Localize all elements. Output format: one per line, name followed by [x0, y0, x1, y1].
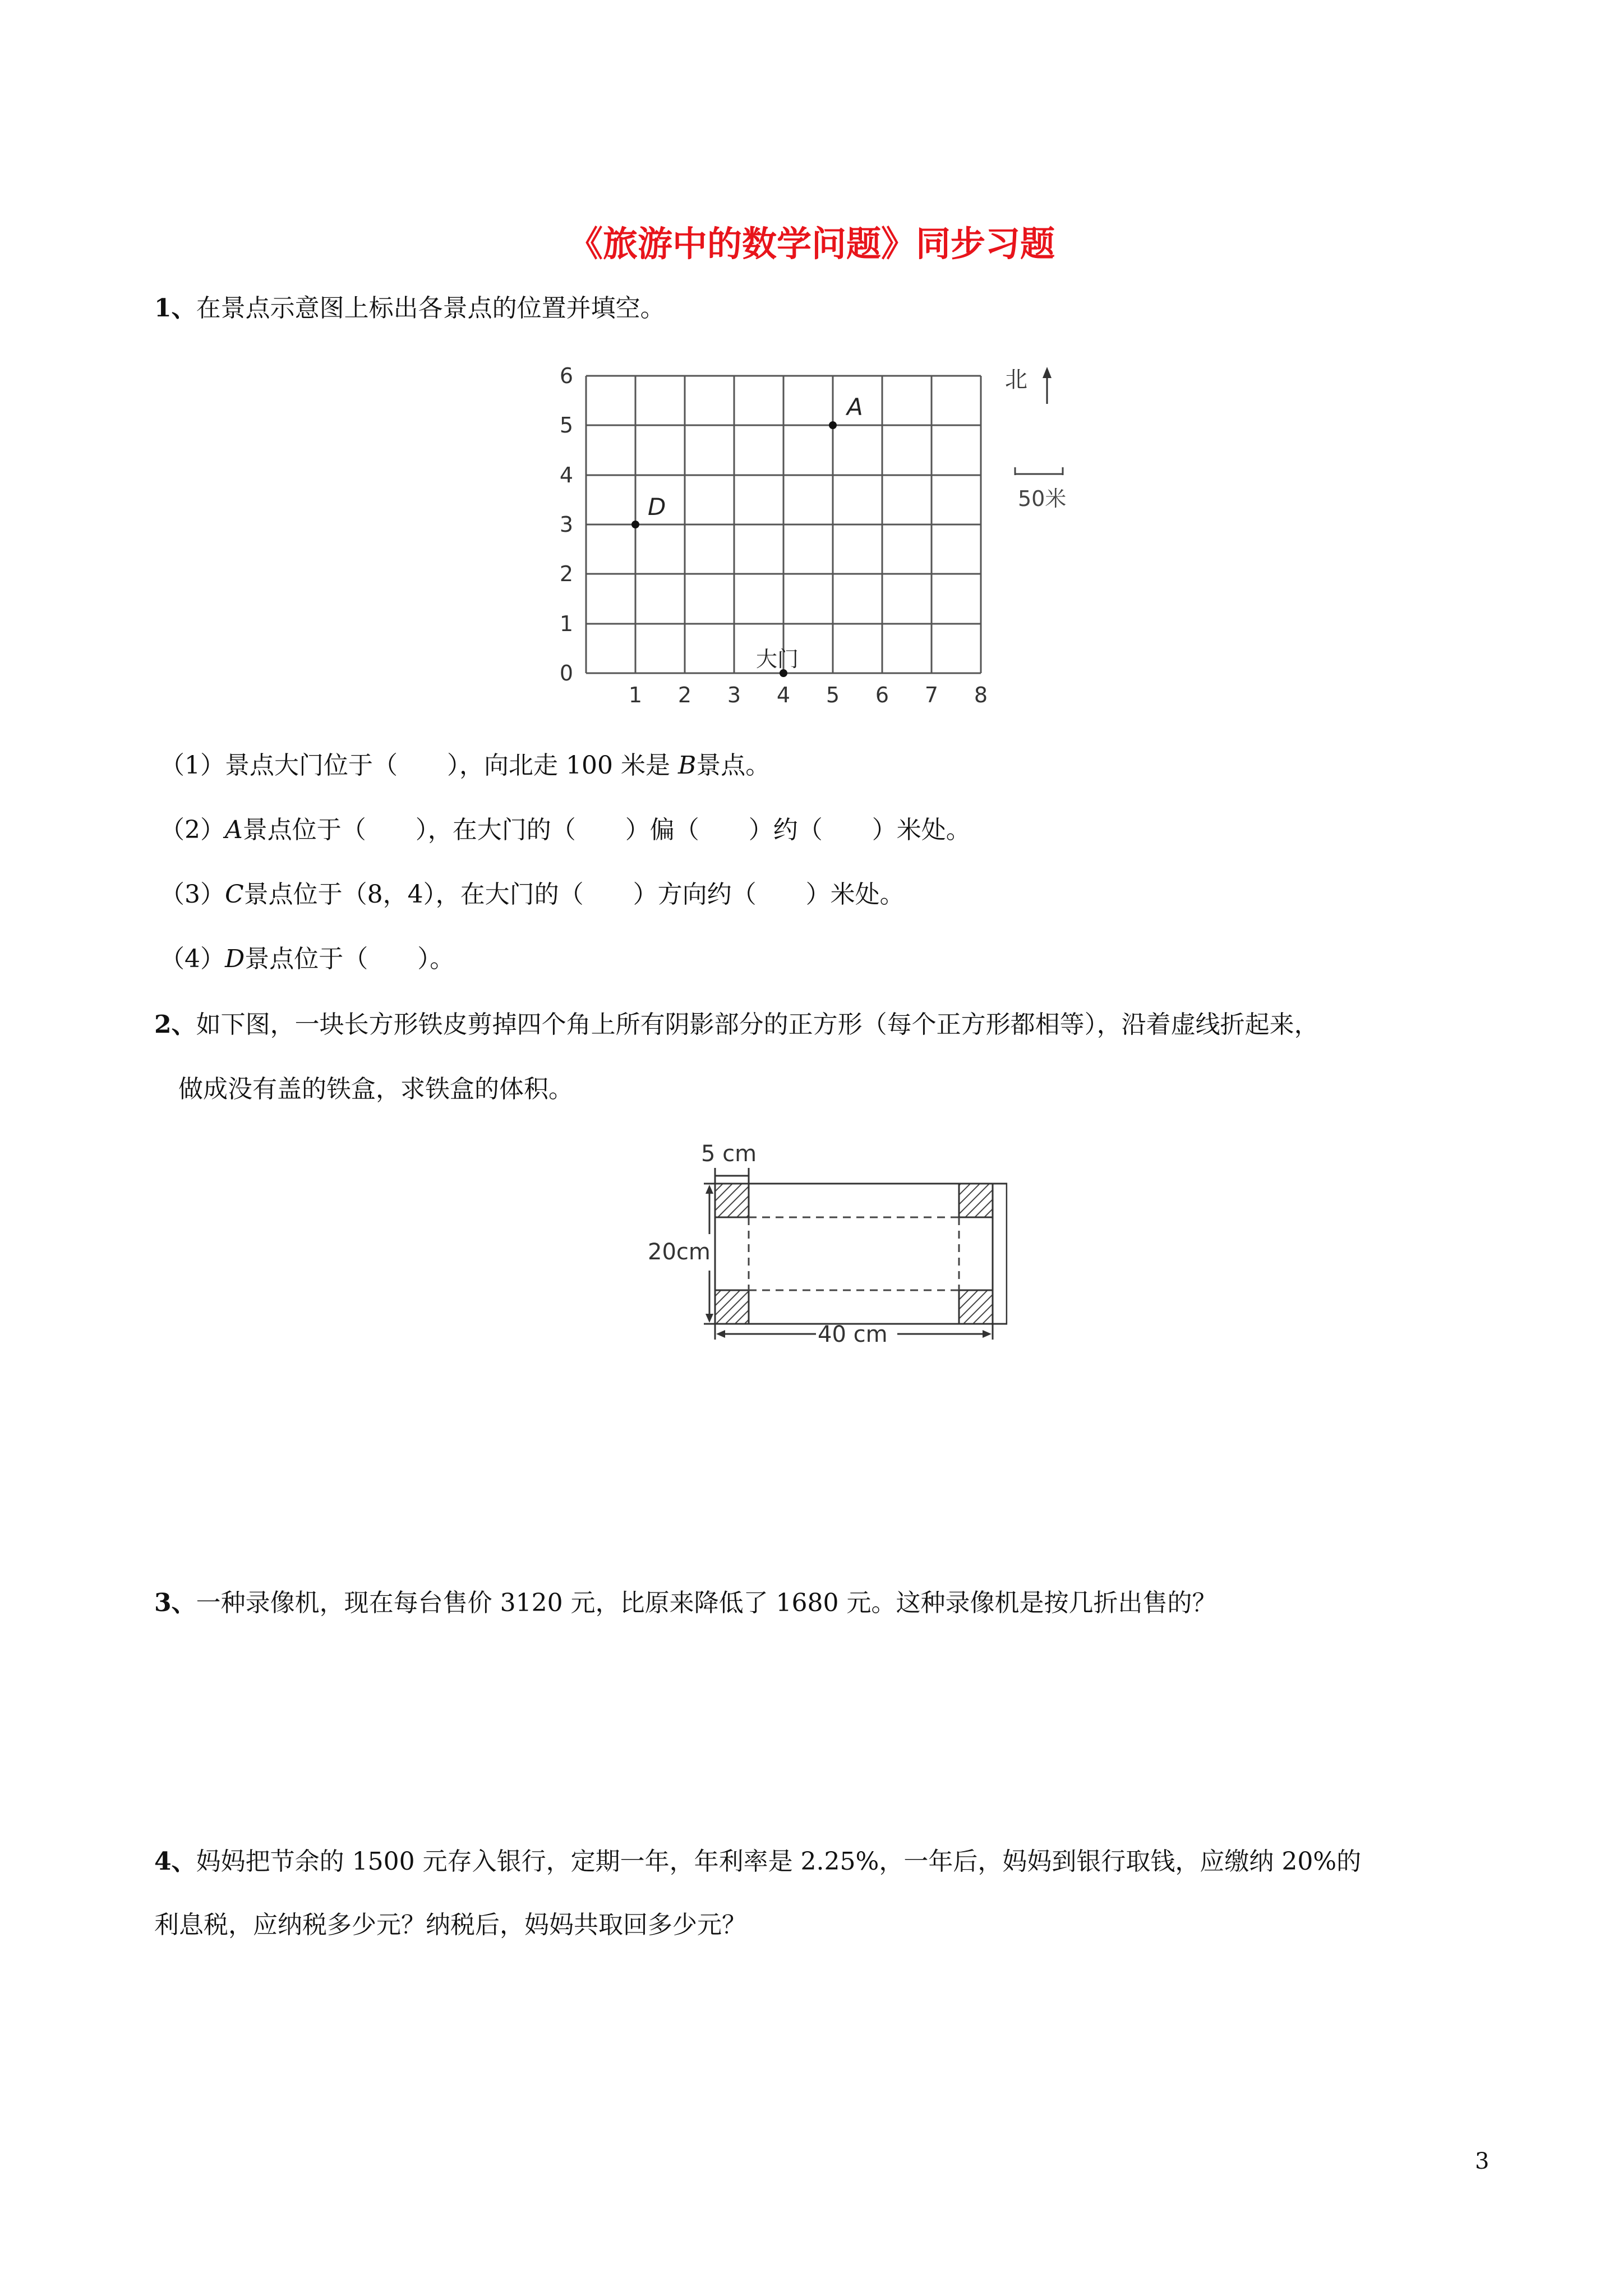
iron-sheet-figure: [639, 1133, 1032, 1380]
q1-sub4: [160, 942, 454, 976]
question-2: [154, 1008, 1319, 1042]
north-label: 北: [1005, 367, 1027, 393]
question-3-number: 3、: [154, 1589, 196, 1617]
y-tick: 1: [559, 611, 574, 636]
corner-square-bottom-right: [959, 1290, 993, 1324]
scenic-spot-map: [522, 359, 1094, 724]
q1-sub3-suffix: 景点位于（8，4），在大门的（ ）方向约（ ）米处。: [243, 880, 905, 909]
question-4-line1: 妈妈把节余的 1500 元存入银行，定期一年，年利率是 2.25%，一年后，妈妈到银行取钱，应缴纳 20%的: [196, 1847, 1362, 1876]
x-tick: 1: [628, 683, 643, 707]
q1-sub1-var: B: [677, 751, 697, 780]
corner-size-label: 5 cm: [701, 1141, 757, 1167]
point-a-label: A: [847, 393, 863, 421]
q1-sub4-var: D: [225, 945, 245, 973]
question-4: [154, 1845, 1361, 1879]
corner-square-bottom-left: [715, 1290, 749, 1324]
question-2-line1: 如下图，一块长方形铁皮剪掉四个角上所有阴影部分的正方形（每个正方形都相等），沿着虚线折起来，: [196, 1010, 1319, 1039]
scale-label: 50米: [1018, 486, 1067, 511]
x-tick: 2: [677, 683, 692, 707]
question-4-line2: 利息税，应纳税多少元？纳税后，妈妈共取回多少元？: [154, 1911, 746, 1939]
question-1-number: 1、: [154, 294, 196, 323]
q1-sub2: [160, 813, 971, 847]
question-2-number: 2、: [154, 1010, 196, 1039]
q1-sub3-prefix: （3）: [160, 880, 225, 909]
y-tick: 0: [559, 661, 574, 685]
y-tick: 6: [559, 364, 574, 388]
y-tick: 3: [559, 512, 574, 537]
page-number: 3: [1475, 2148, 1490, 2174]
x-tick: 3: [727, 683, 741, 707]
width-label: 40 cm: [818, 1322, 888, 1347]
corner-square-top-right: [959, 1184, 993, 1217]
question-2-line2: 做成没有盖的铁盒，求铁盒的体积。: [178, 1075, 573, 1103]
question-1-text: 在景点示意图上标出各景点的位置并填空。: [196, 294, 665, 323]
q1-sub1: [160, 749, 770, 783]
x-tick: 6: [875, 683, 889, 707]
height-label: 20cm: [648, 1239, 711, 1265]
y-tick: 4: [559, 463, 574, 487]
point-d-label: D: [648, 493, 666, 521]
q1-sub3-var: C: [225, 880, 244, 909]
gate-label: 大门: [756, 647, 799, 671]
y-tick: 2: [559, 562, 574, 586]
x-tick: 7: [924, 683, 939, 707]
y-axis-ticks: [560, 364, 573, 685]
q1-sub1-suffix: 景点。: [696, 751, 771, 780]
page-title: 《旅游中的数学问题》同步习题: [568, 223, 1055, 264]
question-3: [154, 1586, 1217, 1620]
q1-sub2-prefix: （2）: [160, 816, 225, 844]
sheet-border: [715, 1184, 993, 1324]
q1-sub1-prefix: （1）景点大门位于（ ），向北走 100 米是: [160, 751, 678, 780]
question-4-number: 4、: [154, 1847, 196, 1876]
question-3-text: 一种录像机，现在每台售价 3120 元，比原来降低了 1680 元。这种录像机是按几折出售的？: [196, 1589, 1217, 1617]
question-1: [154, 292, 665, 325]
x-tick: 4: [776, 683, 791, 707]
x-tick: 8: [974, 683, 988, 707]
q1-sub4-suffix: 景点位于（ ）。: [245, 945, 455, 973]
fold-lines: [749, 1217, 959, 1290]
north-arrow-icon: [1043, 367, 1052, 404]
scale-bar: [1015, 467, 1063, 475]
y-tick: 5: [559, 413, 574, 438]
q1-sub3: [160, 878, 905, 912]
map-grid: [586, 376, 981, 673]
corner-square-top-left: [715, 1184, 749, 1217]
point-d-marker: [631, 521, 639, 528]
q1-sub2-var: A: [225, 816, 243, 844]
point-a-marker: [829, 421, 837, 429]
x-tick: 5: [826, 683, 840, 707]
x-axis-ticks: [629, 683, 988, 707]
q1-sub2-suffix: 景点位于（ ），在大门的（ ）偏（ ）约（ ）米处。: [242, 816, 971, 844]
corner-dimension: [715, 1168, 749, 1184]
q1-sub4-prefix: （4）: [160, 945, 225, 973]
